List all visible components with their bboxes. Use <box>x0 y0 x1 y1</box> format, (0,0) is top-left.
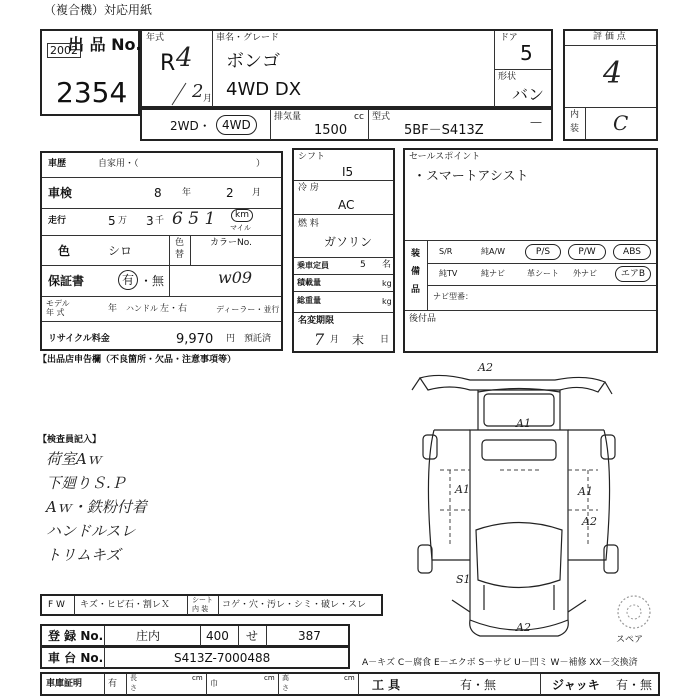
length-label-1: 長 <box>130 674 137 682</box>
gross-unit: kg <box>382 297 392 306</box>
color-value: シロ <box>108 244 133 258</box>
rating-box <box>563 29 658 141</box>
recycle-note: 預託済 <box>244 334 272 344</box>
footer-row <box>40 672 660 696</box>
equipment-label-3: 品 <box>411 285 421 295</box>
equipment-label-1: 装 <box>411 249 421 259</box>
equip-alloy-wheel: 純A/W <box>481 247 506 256</box>
interior-score: C <box>613 111 629 135</box>
displacement-label: 排気量 <box>274 112 302 122</box>
seller-notes-label: 【出品店申告欄（不良箇所・欠品・注意事項等） <box>38 355 237 365</box>
interior-check-row <box>40 594 383 616</box>
month-number: 2 <box>192 81 204 102</box>
inspector-note-line: 荷室Aｗ <box>46 450 102 468</box>
width-unit: cm <box>264 674 275 682</box>
door-count: 5 <box>520 41 533 65</box>
damage-mark: A2 <box>478 361 493 374</box>
displacement-unit: cc <box>354 112 364 122</box>
sales-equipment-block <box>403 148 658 353</box>
load-unit: kg <box>382 279 392 288</box>
equip-abs-selected: ABS <box>613 244 651 260</box>
specs-block <box>292 148 395 353</box>
handle-label: ハンドル <box>126 304 158 313</box>
capacity-label: 乗車定員 <box>297 261 329 270</box>
vehicle-name: ボンゴ <box>226 51 280 72</box>
tool-label: 工 具 <box>372 678 401 692</box>
spare-tire-label: スペア <box>616 635 644 645</box>
damage-mark: A1 <box>516 417 531 430</box>
capacity-unit: 名 <box>382 260 392 270</box>
sheet-label-2: 内 装 <box>192 605 209 613</box>
mileage-man: 5 <box>108 214 116 228</box>
color-number-label: カラーNo. <box>210 238 252 248</box>
ac-label: 冷 房 <box>298 183 319 193</box>
sales-point-label: セールスポイント <box>409 152 481 162</box>
capacity-value: 5 <box>360 260 366 270</box>
mileage-sen: 3 <box>146 214 154 228</box>
height-unit: cm <box>344 674 355 682</box>
drive-4wd-selected: 4WD <box>216 115 257 135</box>
deadline-day: 日 <box>380 335 390 345</box>
door-label: ドア <box>500 33 518 43</box>
inspection-year-unit: 年 <box>182 188 192 198</box>
equip-power-steering-selected: P/S <box>525 244 561 260</box>
equipment-label-2: 備 <box>411 267 421 277</box>
mileage-hundreds: 6 5 1 <box>172 209 216 229</box>
tool-value: 有・無 <box>460 678 497 692</box>
rating-label: 評 価 点 <box>593 32 626 42</box>
registration-number: 387 <box>298 629 321 643</box>
deadline-end: 末 <box>352 333 365 347</box>
mileage-mile: マイル <box>230 224 251 232</box>
registration-class: 400 <box>206 629 229 643</box>
model-year-unit: 年 <box>108 304 118 314</box>
equip-aftermarket-navi: 外ナビ <box>573 269 597 278</box>
year-era: R <box>160 51 176 76</box>
drive-row <box>140 108 553 141</box>
inspection-month: 2 <box>226 186 234 200</box>
inspector-note-line: トリムキズ <box>46 546 121 564</box>
equip-tv: 純TV <box>439 269 458 278</box>
model-mark: — <box>530 115 542 129</box>
lot-number: 2354 <box>56 76 128 109</box>
model-code: 5BF－S413Z <box>404 123 484 138</box>
body-shape: バン <box>512 85 545 104</box>
warranty-dot: ・ <box>140 274 153 288</box>
gross-label: 総重量 <box>297 296 321 305</box>
damage-mark: A2 <box>582 515 597 528</box>
aftermarket-label: 後付品 <box>409 314 437 324</box>
inspection-label: 車検 <box>48 186 73 200</box>
fuel-label: 燃 料 <box>298 219 319 229</box>
registration-row <box>40 624 350 647</box>
garage-cert-label: 車庫証明 <box>46 679 83 689</box>
registration-region: 庄内 <box>136 629 161 643</box>
model-year-label-1: モデル <box>46 299 70 308</box>
shift-label: シフト <box>298 152 326 162</box>
jack-label: ジャッキ <box>552 678 600 692</box>
dealer-import: ディーラー・並行 <box>216 305 280 314</box>
handle-value: 左・右 <box>160 304 188 314</box>
left-info-block <box>40 151 283 351</box>
model-label: 型式 <box>372 112 391 122</box>
mileage-km-selected: km <box>231 209 253 222</box>
warranty-no: 無 <box>152 274 165 288</box>
recycle-unit: 円 <box>226 334 236 344</box>
load-label: 積載量 <box>297 278 321 287</box>
rating-score: 4 <box>603 56 623 91</box>
vehicle-header-box <box>140 29 553 108</box>
equip-power-window-selected: P/W <box>568 244 606 260</box>
color-change-2: 替 <box>175 250 185 260</box>
length-unit: cm <box>192 674 203 682</box>
deadline-unit: 月 <box>330 335 340 345</box>
inspector-note-line: Aｗ・鉄粉付着 <box>46 498 147 516</box>
inspector-note-line: 下廻りＳ.Ｐ <box>46 474 126 492</box>
equip-leather-seat: 革シート <box>527 269 559 278</box>
mileage-label: 走行 <box>48 216 67 226</box>
registration-kana: せ <box>246 629 259 643</box>
recycle-amount: 9,970 <box>176 332 214 347</box>
model-year-label-2: 年 式 <box>46 308 65 317</box>
year-number: 4 <box>176 43 193 73</box>
length-label-2: さ <box>130 684 137 692</box>
sheet-label-1: シート <box>192 596 213 604</box>
inspection-year: 8 <box>154 186 162 200</box>
history-close: ） <box>256 159 266 169</box>
height-label-2: さ <box>282 684 289 692</box>
fuel-value: ガソリン <box>324 235 373 249</box>
displacement-value: 1500 <box>314 123 348 138</box>
lot-number-label: 出 品 No. <box>68 35 142 54</box>
equip-navi-model: ナビ型番： <box>433 292 473 301</box>
month-unit: 月 <box>203 94 213 104</box>
garage-cert-yes: 有 <box>108 679 118 689</box>
inspector-notes-label: 【検査員記入】 <box>38 435 102 445</box>
damage-mark: A1 <box>578 485 593 498</box>
deadline-month: 7 <box>314 330 325 349</box>
shape-label: 形状 <box>498 72 517 82</box>
height-label-1: 高 <box>282 674 289 682</box>
damage-mark: A1 <box>455 483 470 496</box>
recycle-label: リサイクル料金 <box>48 334 110 344</box>
sheet-items: コゲ・穴・汚レ・シミ・破レ・スレ <box>222 600 367 610</box>
chassis-number: S413Z-7000488 <box>174 651 271 665</box>
damage-mark: S1 <box>456 573 471 586</box>
damage-legend: A－キズ C－腐食 E－エクボ S－サビ U－凹ミ W－補修 XX－交換済 <box>362 658 638 668</box>
registration-label: 登 録 No. <box>48 629 104 643</box>
vehicle-grade: 4WD DX <box>226 79 302 100</box>
width-label: 巾 <box>210 679 218 688</box>
history-value: 自家用・（ <box>98 159 139 169</box>
lot-number-box <box>40 29 140 116</box>
color-number-value: w09 <box>218 268 253 287</box>
shift-value: I5 <box>342 165 354 179</box>
drive-2wd: 2WD・ <box>170 119 211 133</box>
chassis-row <box>40 646 350 669</box>
deadline-label: 名変期限 <box>298 316 335 326</box>
sales-point-value: ・スマートアシスト <box>413 169 529 184</box>
equip-airbag-selected: エアB <box>615 266 651 282</box>
year-label: 年式 <box>146 33 165 43</box>
damage-mark: A2 <box>516 621 531 634</box>
warranty-label: 保証書 <box>48 274 85 288</box>
mileage-sen-unit: 千 <box>155 216 165 226</box>
interior-label-2: 装 <box>570 124 580 134</box>
ac-value: AC <box>338 198 355 212</box>
sheet-header-text: （複合機）対応用紙 <box>44 3 153 17</box>
color-label: 色 <box>58 244 71 258</box>
inspection-month-unit: 月 <box>252 188 262 198</box>
lot-stamp: 2002 <box>47 43 81 58</box>
name-grade-label: 車名・グレード <box>216 33 280 43</box>
history-label: 車歴 <box>48 159 67 169</box>
interior-label-1: 内 <box>570 110 580 120</box>
inspector-note-line: ハンドルスレ <box>46 522 136 540</box>
warranty-yes-selected: 有 <box>118 270 138 290</box>
color-change-1: 色 <box>175 238 185 248</box>
fw-label: F W <box>48 600 65 610</box>
equip-navi: 純ナビ <box>481 269 505 278</box>
mileage-man-unit: 万 <box>118 216 128 226</box>
fw-items: キズ・ヒビ石・割レＸ <box>80 600 170 610</box>
jack-value: 有・無 <box>616 678 653 692</box>
chassis-label: 車 台 No. <box>48 651 104 665</box>
equip-sunroof: S/R <box>439 247 453 256</box>
